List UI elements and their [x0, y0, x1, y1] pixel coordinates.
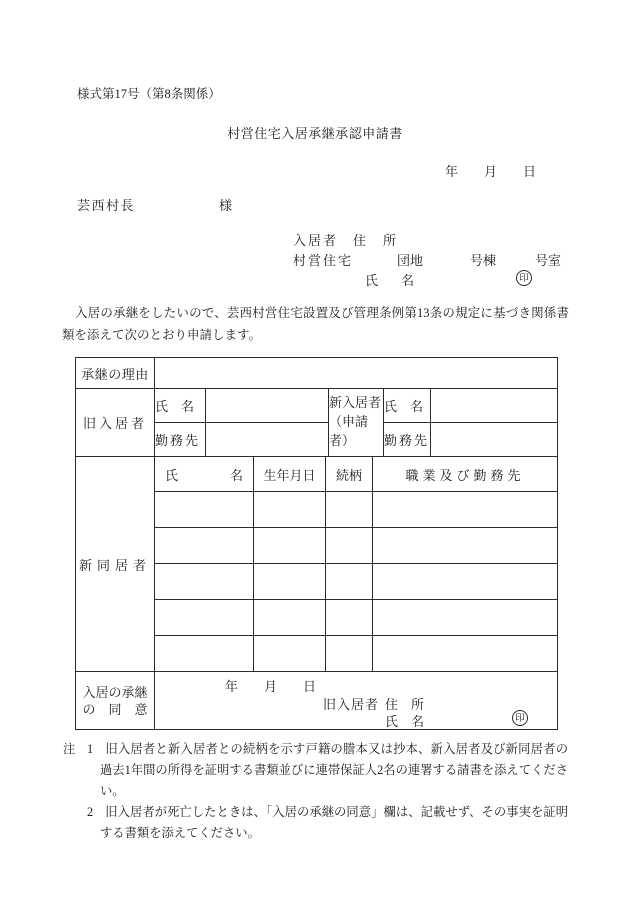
note-text: 旧入居者が死亡したときは、「入居の承継の同意」欄は、記載せず、その事実を証明する書類を添えてください。 [100, 805, 568, 840]
cohabitant-header-relation: 続柄 [326, 457, 373, 492]
cohabitant-occupation-cell [373, 636, 558, 672]
cohabitant-relation-cell [326, 564, 373, 600]
cohabitant-header-name: 氏 名 [155, 457, 254, 492]
cohabitant-birthdate-cell [254, 600, 326, 636]
new-resident-name-value-cell [431, 389, 558, 423]
body-paragraph: 入居の承継をしたいので、芸西村営住宅設置及び管理条例第13条の規定に基づき関係書類を添えて次のとおり申請します。 [62, 306, 569, 342]
estate-label: 団地 [397, 253, 424, 268]
old-resident-name-label-cell: 氏 名 [155, 389, 206, 423]
addressee-honorific: 様 [219, 198, 233, 213]
date-line: 年 月 日 [445, 164, 537, 179]
document-title: 村営住宅入居承継承認申請書 [227, 126, 403, 141]
consent-value-cell [155, 672, 558, 730]
cohabitant-birthdate-cell [254, 492, 326, 528]
seal-icon: 印 [516, 270, 532, 286]
cohabitant-relation-cell [326, 636, 373, 672]
cohabitant-occupation-cell [373, 528, 558, 564]
cohabitant-label-cell: 新同居者 [76, 457, 155, 672]
new-resident-label-cell: 新入居者（申請者） [329, 389, 384, 457]
note-number: 1 [87, 742, 94, 756]
cohabitant-birthdate-cell [254, 564, 326, 600]
consent-label-line2: の 同 意 [82, 701, 148, 717]
cohabitant-occupation-cell [373, 600, 558, 636]
form-number: 様式第17号（第8条関係） [77, 87, 221, 101]
note-text: 旧入居者と新入居者との続柄を示す戸籍の謄本又は抄本、新入居者及び新同居者の過去1年間の所得を証明する書類並びに連帯保証人2名の連署する請書を添えてください。 [100, 742, 568, 798]
cohabitant-header-birthdate: 生年月日 [254, 457, 326, 492]
cohabitant-name-cell [155, 492, 254, 528]
cohabitant-name-cell [155, 636, 254, 672]
cohabitant-birthdate-cell [254, 528, 326, 564]
reason-value-cell [155, 358, 558, 389]
old-resident-work-value-cell [206, 423, 329, 457]
cohabitant-relation-cell [326, 600, 373, 636]
cohabitant-relation-cell [326, 492, 373, 528]
note-number: 2 [87, 805, 94, 819]
housing-name-label: 村営住宅 [293, 253, 354, 268]
consent-date-line: 年 月 日 [225, 678, 317, 694]
cohabitant-occupation-cell [373, 492, 558, 528]
consent-name-label: 氏 名 [385, 713, 425, 729]
consent-label-cell [76, 672, 155, 730]
note-marker: 注 [63, 742, 76, 756]
new-resident-work-value-cell [431, 423, 558, 457]
application-form-table [75, 357, 557, 730]
old-resident-label-cell: 旧入居者 [76, 389, 155, 457]
new-resident-name-label-cell: 氏 名 [384, 389, 431, 423]
consent-old-resident-label: 旧入居者 [323, 696, 380, 712]
cohabitant-relation-cell [326, 528, 373, 564]
consent-section-table [75, 671, 558, 730]
reason-label-cell: 承継の理由 [76, 358, 155, 389]
cohabitant-name-cell [155, 564, 254, 600]
old-resident-work-label-cell: 勤務先 [155, 423, 206, 457]
cohabitant-header-occupation: 職業及び勤務先 [373, 457, 558, 492]
note-item-2 [87, 802, 568, 844]
cohabitant-occupation-cell [373, 564, 558, 600]
consent-label-line1: 入居の承継 [82, 684, 148, 700]
applicant-name-label: 氏 名 [365, 273, 420, 288]
new-resident-work-label-cell: 勤務先 [384, 423, 431, 457]
cohabitant-birthdate-cell [254, 636, 326, 672]
notes-section [63, 739, 568, 844]
seal-icon: 印 [512, 710, 528, 726]
cohabitant-name-cell [155, 528, 254, 564]
consent-address-label: 住 所 [385, 696, 425, 712]
addressee-name: 芸西村長 [77, 198, 136, 213]
applicant-address-label: 入居者 住 所 [293, 233, 399, 248]
cohabitant-name-cell [155, 600, 254, 636]
note-item-1 [87, 739, 568, 802]
cohabitant-section-table [75, 456, 558, 672]
building-number-label: 号棟 [470, 253, 497, 268]
old-resident-name-value-cell [206, 389, 329, 423]
room-number-label: 号室 [535, 253, 562, 268]
resident-section-table [75, 357, 558, 457]
